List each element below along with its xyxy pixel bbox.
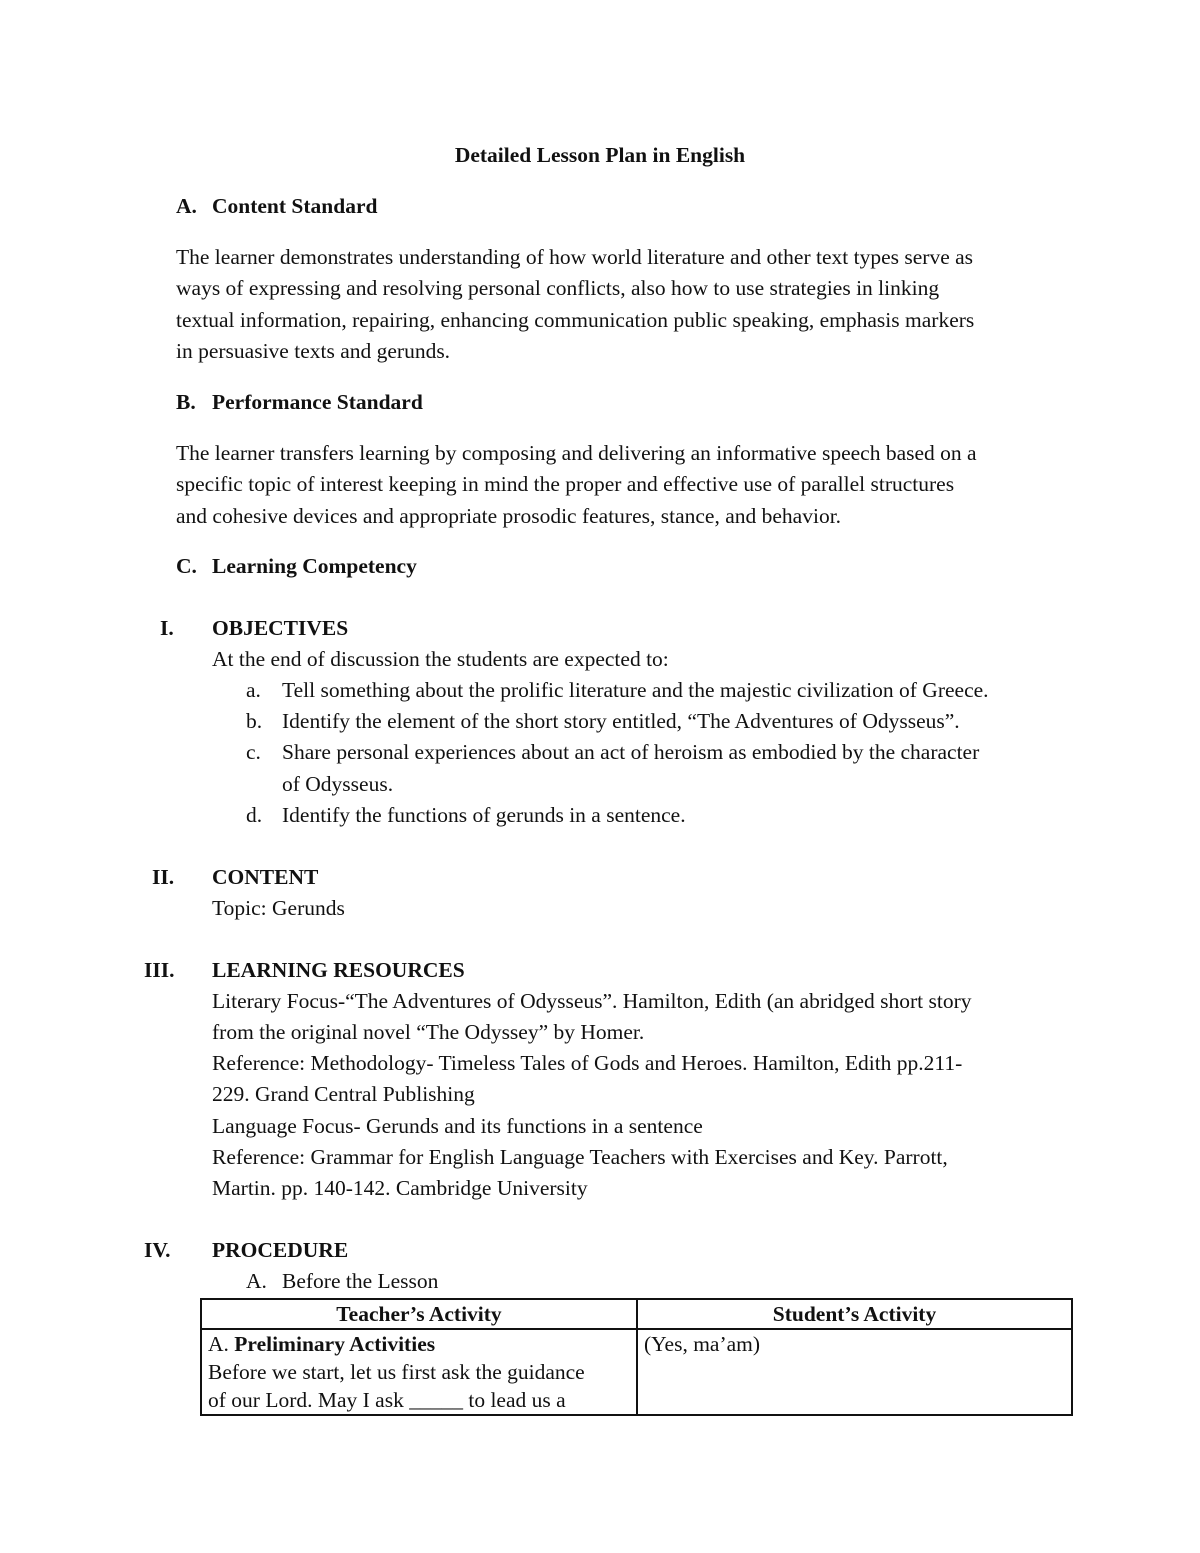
content-topic: Topic: Gerunds <box>212 896 345 920</box>
objective-item: Identify the element of the short story entitled, “The Adventures of Odysseus”. <box>282 709 960 733</box>
learning-resources-line: from the original novel “The Odyssey” by Homer. <box>212 1020 645 1044</box>
learning-resources-line: Reference: Methodology- Timeless Tales of Gods and Heroes. Hamilton, Edith pp.211- <box>212 1051 963 1075</box>
table-row <box>201 1329 1072 1415</box>
content-standard-heading: Content Standard <box>212 194 378 218</box>
column-header-student: Student’s Activity <box>637 1299 1072 1329</box>
performance-standard-line: The learner transfers learning by composing and delivering an informative speech based on a <box>176 441 977 465</box>
preliminary-activities-heading: Preliminary Activities <box>234 1332 436 1356</box>
learning-resources-line: Language Focus- Gerunds and its functions in a sentence <box>212 1114 703 1138</box>
objectives-numeral: I. <box>160 616 174 640</box>
content-numeral: II. <box>152 865 175 889</box>
objectives-intro: At the end of discussion the students are expected to: <box>212 647 669 671</box>
procedure-sub-heading: Before the Lesson <box>282 1269 439 1293</box>
teacher-activity-line: of our Lord. May I ask _____ to lead us a <box>208 1388 566 1412</box>
performance-standard-heading: Performance Standard <box>212 390 423 414</box>
content-standard-line: ways of expressing and resolving personal conflicts, also how to use strategies in linking <box>176 276 940 300</box>
learning-competency-heading: Learning Competency <box>212 554 417 578</box>
content-standard-line: textual information, repairing, enhancing communication public speaking, emphasis markers <box>176 308 975 332</box>
objective-item-continuation: of Odysseus. <box>282 772 394 796</box>
objective-letter: b. <box>246 709 263 733</box>
learning-resources-line: Literary Focus-“The Adventures of Odysseus”. Hamilton, Edith (an abridged short story <box>212 989 972 1013</box>
page-title: Detailed Lesson Plan in English <box>454 143 746 167</box>
learning-competency-letter: C. <box>176 554 197 578</box>
objective-letter: c. <box>246 740 261 764</box>
performance-standard-line: and cohesive devices and appropriate prosodic features, stance, and behavior. <box>176 504 842 528</box>
performance-standard-letter: B. <box>176 390 196 414</box>
student-activity-cell: (Yes, ma’am) <box>637 1329 1072 1415</box>
procedure-sub-letter: A. <box>246 1269 267 1293</box>
content-standard-line: in persuasive texts and gerunds. <box>176 339 451 363</box>
objective-item: Identify the functions of gerunds in a sentence. <box>282 803 686 827</box>
activity-table <box>200 1298 1073 1416</box>
learning-resources-heading: LEARNING RESOURCES <box>212 958 465 982</box>
table-header-row <box>201 1299 1072 1329</box>
objective-letter: d. <box>246 803 263 827</box>
column-header-teacher: Teacher’s Activity <box>201 1299 637 1329</box>
learning-resources-numeral: III. <box>144 958 175 982</box>
teacher-activity-cell <box>201 1329 637 1415</box>
objective-letter: a. <box>246 678 261 702</box>
learning-resources-line: Reference: Grammar for English Language Teachers with Exercises and Key. Parrott, <box>212 1145 948 1169</box>
content-standard-line: The learner demonstrates understanding of how world literature and other text types serve as <box>176 245 974 269</box>
learning-resources-line: 229. Grand Central Publishing <box>212 1082 475 1106</box>
procedure-heading: PROCEDURE <box>212 1238 349 1262</box>
preliminary-activities-line <box>208 1330 630 1358</box>
preliminary-activities-letter: A. <box>208 1332 229 1356</box>
content-heading: CONTENT <box>212 865 319 889</box>
procedure-numeral: IV. <box>144 1238 171 1262</box>
teacher-activity-line: Before we start, let us first ask the guidance <box>208 1360 585 1384</box>
objective-item: Share personal experiences about an act of heroism as embodied by the character <box>282 740 980 764</box>
performance-standard-line: specific topic of interest keeping in mind the proper and effective use of parallel structures <box>176 472 955 496</box>
content-standard-letter: A. <box>176 194 197 218</box>
objectives-heading: OBJECTIVES <box>212 616 349 640</box>
objective-item: Tell something about the prolific literature and the majestic civilization of Greece. <box>282 678 989 702</box>
learning-resources-line: Martin. pp. 140-142. Cambridge University <box>212 1176 588 1200</box>
